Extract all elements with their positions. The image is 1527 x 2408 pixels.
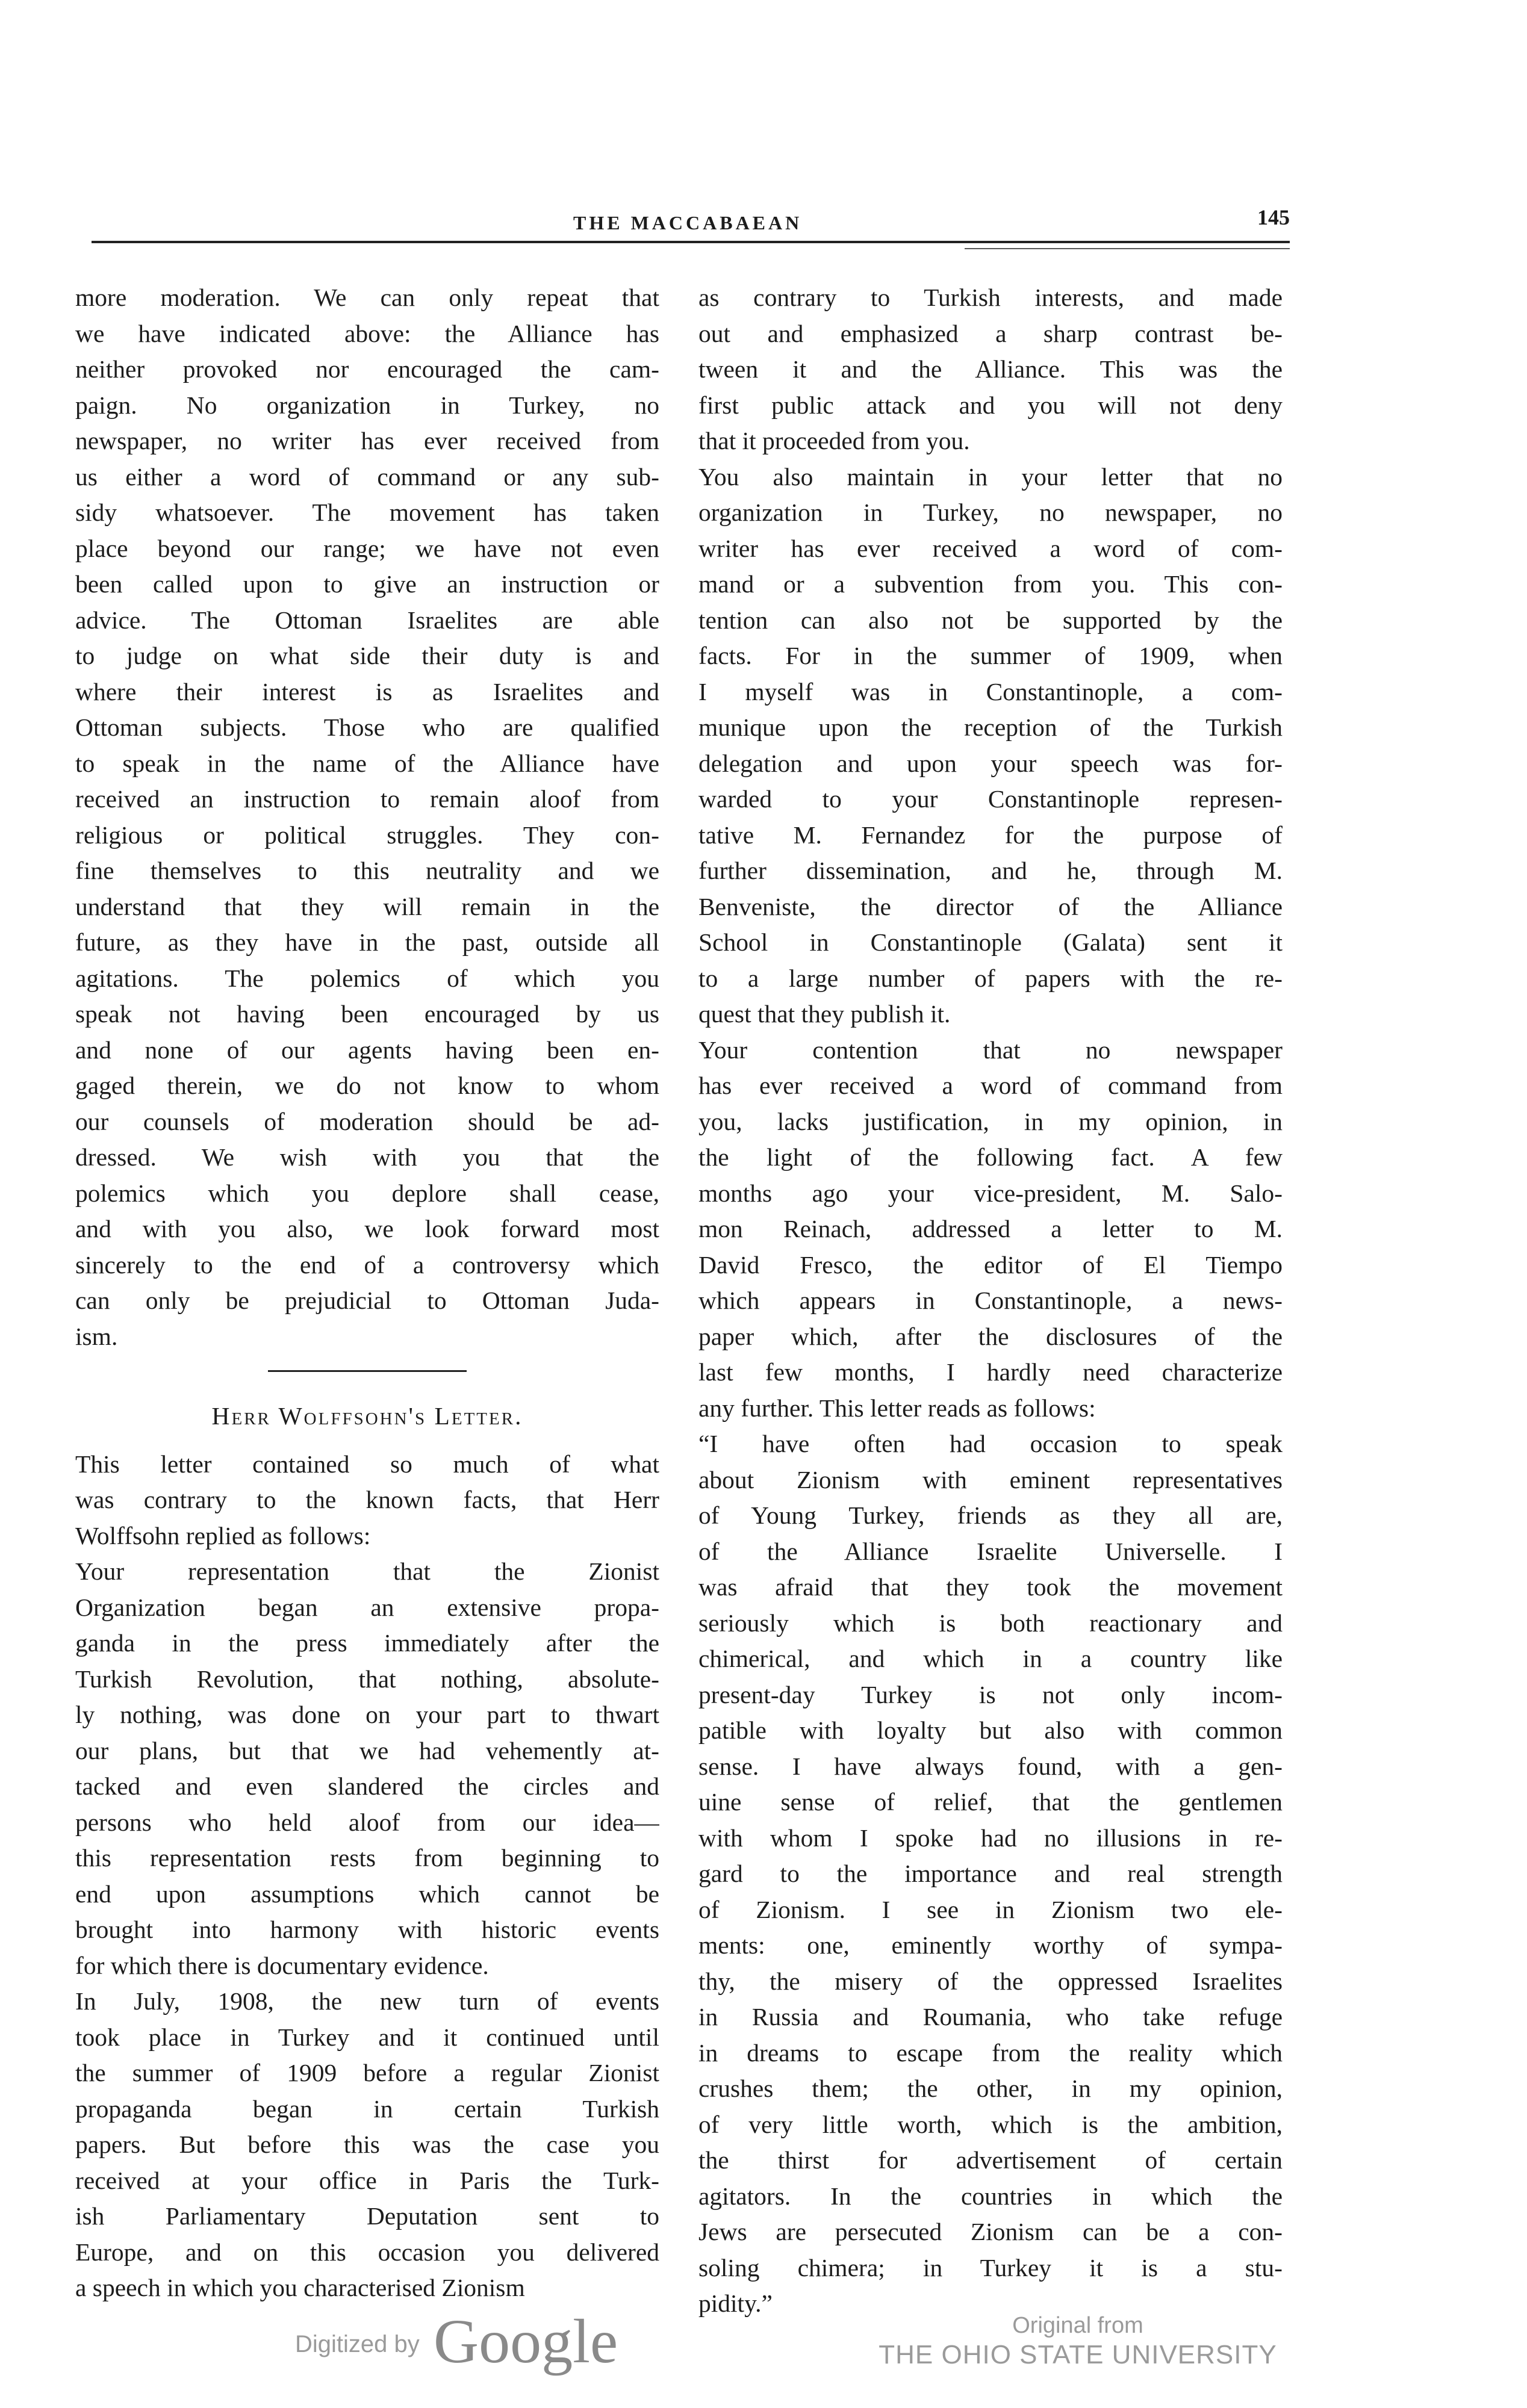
text-line: in dreams to escape from the reality which	[698, 2038, 1283, 2067]
right-column	[698, 280, 1283, 2322]
text-line: which appears in Constantinople, a news-	[698, 1286, 1283, 1314]
text-line: our plans, but that we had vehemently at-	[75, 1736, 659, 1764]
header-subrule	[965, 248, 1290, 249]
text-line: as contrary to Turkish interests, and made	[698, 284, 1283, 311]
text-line: Organization began an extensive propa-	[75, 1593, 659, 1621]
text-line: to judge on what side their duty is and	[75, 642, 659, 669]
text-line: religious or political struggles. They con-	[75, 821, 659, 849]
text-line: fine themselves to this neutrality and we	[75, 857, 659, 884]
text-line: sense. I have always found, with a gen-	[698, 1752, 1283, 1780]
text-line: first public attack and you will not deny	[698, 391, 1283, 419]
text-line: Turkish Revolution, that nothing, absolute-	[75, 1665, 659, 1693]
text-line: tention can also not be supported by the	[698, 606, 1283, 634]
running-head: THE MACCABAEAN	[573, 212, 803, 234]
text-line: facts. For in the summer of 1909, when	[698, 642, 1283, 669]
right-paragraph-2	[698, 459, 1283, 1032]
text-line: gard to the importance and real strength	[698, 1860, 1283, 1887]
text-line: delegation and upon your speech was for-	[698, 749, 1283, 777]
text-line: of Zionism. I see in Zionism two ele-	[698, 1895, 1283, 1923]
text-line: seriously which is both reactionary and	[698, 1609, 1283, 1637]
text-line: crushes them; the other, in my opinion,	[698, 2074, 1283, 2102]
text-line: neither provoked nor encouraged the cam-	[75, 355, 659, 383]
header-rule	[92, 241, 1290, 243]
page-header	[92, 205, 1290, 259]
text-line: us either a word of command or any sub-	[75, 462, 659, 491]
text-line: further dissemination, and he, through M.	[698, 857, 1283, 884]
text-line: been called upon to give an instruction or	[75, 570, 659, 598]
right-paragraph-1	[698, 280, 1283, 459]
text-line: any further. This letter reads as follows:	[698, 1394, 1096, 1422]
text-line: agitators. In the countries in which the	[698, 2182, 1283, 2210]
text-line: thy, the misery of the oppressed Israelites	[698, 1967, 1283, 1995]
text-line: uine sense of relief, that the gentlemen	[698, 1788, 1283, 1816]
text-line: that it proceeded from you.	[698, 427, 970, 455]
text-line: future, as they have in the past, outside all	[75, 928, 659, 956]
text-line: can only be prejudicial to Ottoman Juda-	[75, 1286, 659, 1314]
text-line: This letter contained so much of what	[75, 1450, 659, 1478]
text-line: of very little worth, which is the ambition,	[698, 2110, 1283, 2138]
text-line: mon Reinach, addressed a letter to M.	[698, 1215, 1283, 1243]
text-line: out and emphasized a sharp contrast be-	[698, 319, 1283, 347]
text-line: where their interest is as Israelites and	[75, 677, 659, 706]
text-line: the light of the following fact. A few	[698, 1143, 1283, 1171]
text-line: polemics which you deplore shall cease,	[75, 1179, 659, 1207]
text-line: this representation rests from beginning to	[75, 1844, 659, 1872]
text-line: tacked and even slandered the circles and	[75, 1772, 659, 1800]
left-paragraph-3	[75, 1554, 659, 1984]
text-line: agitations. The polemics of which you	[75, 964, 659, 992]
text-line: School in Constantinople (Galata) sent it	[698, 928, 1283, 956]
right-paragraph-4	[698, 1426, 1283, 2322]
text-line: the summer of 1909 before a regular Zionist	[75, 2059, 659, 2087]
original-from-watermark	[867, 2312, 1289, 2378]
text-line: ly nothing, was done on your part to thwart	[75, 1701, 659, 1728]
text-line: our counsels of moderation should be ad-	[75, 1107, 659, 1135]
text-line: months ago your vice-president, M. Salo-	[698, 1179, 1283, 1207]
text-line: persons who held aloof from our idea—	[75, 1808, 659, 1836]
text-line: dressed. We wish with you that the	[75, 1143, 659, 1171]
text-line: for which there is documentary evidence.	[75, 1951, 489, 1979]
text-line: we have indicated above: the Alliance has	[75, 319, 659, 347]
left-paragraph-4	[75, 1984, 659, 2306]
text-line: Your representation that the Zionist	[75, 1557, 659, 1585]
text-line: Your contention that no newspaper	[698, 1035, 1283, 1064]
page-number: 145	[1257, 205, 1290, 229]
text-line: of Young Turkey, friends as they all are,	[698, 1501, 1283, 1529]
left-paragraph-1	[75, 280, 659, 1354]
text-line: ganda in the press immediately after the	[75, 1629, 659, 1657]
text-line: pidity.”	[698, 2289, 773, 2317]
text-line: Ottoman subjects. Those who are qualified	[75, 713, 659, 741]
text-line: newspaper, no writer has ever received from	[75, 427, 659, 455]
text-line: of the Alliance Israelite Universelle. I	[698, 1537, 1283, 1565]
text-line: to a large number of papers with the re-	[698, 964, 1283, 992]
text-line: You also maintain in your letter that no	[698, 462, 1283, 491]
text-line: David Fresco, the editor of El Tiempo	[698, 1250, 1283, 1279]
text-line: you, lacks justification, in my opinion, in	[698, 1107, 1283, 1135]
text-line: advice. The Ottoman Israelites are able	[75, 606, 659, 634]
text-line: gaged therein, we do not know to whom	[75, 1072, 659, 1099]
text-line: Wolffsohn replied as follows:	[75, 1521, 371, 1550]
text-line: sincerely to the end of a controversy which	[75, 1250, 659, 1279]
text-line: end upon assumptions which cannot be	[75, 1879, 659, 1908]
text-line: and none of our agents having been en-	[75, 1035, 659, 1064]
text-line: mand or a subvention from you. This con-	[698, 570, 1283, 598]
text-line: understand that they will remain in the	[75, 892, 659, 920]
text-line: paign. No organization in Turkey, no	[75, 391, 659, 419]
text-line: patible with loyalty but also with common	[698, 1716, 1283, 1744]
google-logo: Google	[434, 2307, 618, 2376]
text-line: I myself was in Constantinople, a com-	[698, 677, 1283, 706]
text-line: ism.	[75, 1322, 118, 1350]
section-heading: Herr Wolffsohn's Letter.	[211, 1402, 523, 1430]
text-line: chimerical, and which in a country like	[698, 1645, 1283, 1672]
text-line: the thirst for advertisement of certain	[698, 2146, 1283, 2174]
text-line: received an instruction to remain aloof from	[75, 785, 659, 813]
text-line: brought into harmony with historic events	[75, 1916, 659, 1943]
left-column	[75, 280, 659, 2306]
text-line: in Russia and Roumania, who take refuge	[698, 2003, 1283, 2031]
text-line: organization in Turkey, no newspaper, no	[698, 498, 1283, 526]
text-line: tween it and the Alliance. This was the	[698, 355, 1283, 383]
text-line: with whom I spoke had no illusions in re-	[698, 1823, 1283, 1852]
text-line: Jews are persecuted Zionism can be a con-	[698, 2218, 1283, 2245]
text-line: sidy whatsoever. The movement has taken	[75, 498, 659, 526]
text-line: last few months, I hardly need characterize	[698, 1358, 1283, 1386]
university-name: THE OHIO STATE UNIVERSITY	[879, 2340, 1277, 2369]
text-line: present-day Turkey is not only incom-	[698, 1680, 1283, 1708]
text-line: received at your office in Paris the Turk-	[75, 2166, 659, 2194]
text-line: soling chimera; in Turkey it is a stu-	[698, 2253, 1283, 2282]
text-line: “I have often had occasion to speak	[698, 1430, 1283, 1457]
right-paragraph-3	[698, 1032, 1283, 1427]
text-line: more moderation. We can only repeat that	[75, 284, 659, 311]
section-separator-rule	[268, 1370, 467, 1372]
text-line: quest that they publish it.	[698, 1000, 951, 1028]
text-line: papers. But before this was the case you	[75, 2130, 659, 2158]
text-line: ish Parliamentary Deputation sent to	[75, 2202, 659, 2230]
text-line: In July, 1908, the new turn of events	[75, 1987, 659, 2015]
text-line: to speak in the name of the Alliance have	[75, 749, 659, 777]
text-line: ments: one, eminently worthy of sympa-	[698, 1931, 1283, 1959]
left-paragraph-2	[75, 1447, 659, 1554]
original-from-label: Original from	[1012, 2313, 1143, 2338]
digitized-by-watermark	[295, 2306, 656, 2376]
text-line: tative M. Fernandez for the purpose of	[698, 821, 1283, 849]
text-line: place beyond our range; we have not even	[75, 534, 659, 562]
text-line: took place in Turkey and it continued until	[75, 2023, 659, 2051]
text-line: about Zionism with eminent representatives	[698, 1465, 1283, 1494]
text-line: propaganda began in certain Turkish	[75, 2094, 659, 2123]
text-line: was contrary to the known facts, that Herr	[75, 1486, 659, 1513]
text-line: warded to your Constantinople represen-	[698, 785, 1283, 813]
text-line: and with you also, we look forward most	[75, 1215, 659, 1243]
text-line: Benveniste, the director of the Alliance	[698, 892, 1283, 920]
text-line: munique upon the reception of the Turkish	[698, 713, 1283, 741]
text-line: speak not having been encouraged by us	[75, 1000, 659, 1028]
text-line: paper which, after the disclosures of the	[698, 1322, 1283, 1350]
text-line: has ever received a word of command from	[698, 1072, 1283, 1099]
digitized-by-label: Digitized by	[295, 2331, 420, 2357]
text-line: was afraid that they took the movement	[698, 1573, 1283, 1601]
text-line: Europe, and on this occasion you delivered	[75, 2238, 659, 2266]
text-line: writer has ever received a word of com-	[698, 534, 1283, 562]
text-line: a speech in which you characterised Zionism	[75, 2274, 525, 2301]
